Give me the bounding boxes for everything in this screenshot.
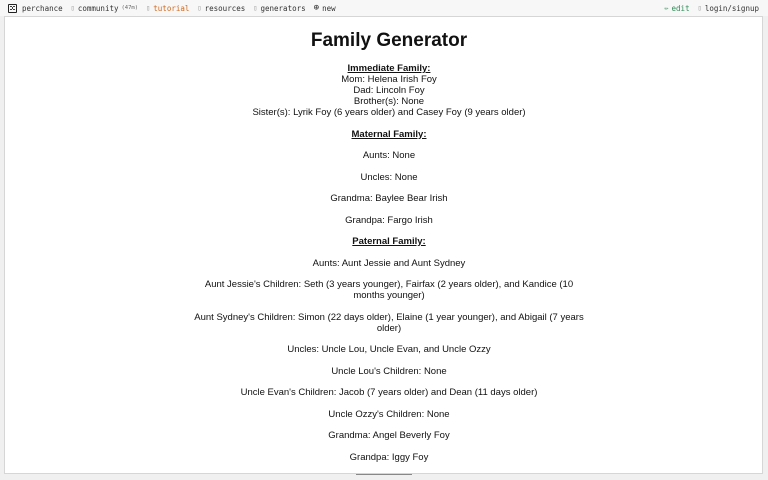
paternal-uncles-line: Uncles: Uncle Lou, Uncle Evan, and Uncle Ozzy	[287, 344, 491, 355]
separator-icon: ▯	[146, 4, 151, 12]
brothers-line: Brother(s): None	[353, 96, 425, 107]
nav-tutorial-label: tutorial	[153, 3, 190, 13]
edit-link[interactable]	[664, 4, 689, 13]
edit-label: edit	[671, 3, 690, 13]
divider	[356, 474, 412, 475]
community-count-badge: (47m)	[121, 5, 139, 11]
sisters-line: Sister(s): Lyrik Foy (6 years older) and Casey Foy (9 years older)	[252, 107, 526, 118]
dad-line: Dad: Lincoln Foy	[353, 85, 425, 96]
ozzy-children-line: Uncle Ozzy's Children: None	[328, 408, 450, 420]
pencil-icon: ✏	[664, 4, 669, 12]
evan-children-line: Uncle Evan's Children: Jacob (7 years older) and Dean (11 days older)	[240, 387, 538, 398]
plus-circle-icon: ⊕	[313, 3, 320, 13]
login-label: login/signup	[704, 3, 759, 13]
separator-icon: ▯	[253, 4, 258, 12]
nav-generators-label: generators	[260, 3, 306, 13]
nav-community-link[interactable]	[71, 4, 138, 13]
nav-new-label: new	[322, 3, 336, 13]
sydney-children-line: Aunt Sydney's Children: Simon (22 days older), Elaine (1 year younger), and Abigail (7 years older)	[194, 311, 584, 334]
separator-icon: ▯	[197, 4, 202, 12]
lou-children-line: Uncle Lou's Children: None	[331, 365, 447, 377]
paternal-aunts-line: Aunts: Aunt Jessie and Aunt Sydney	[312, 257, 466, 269]
page-title: Family Generator	[310, 30, 468, 51]
maternal-aunts-line: Aunts: None	[362, 150, 416, 161]
nav-resources-link[interactable]	[197, 4, 245, 13]
top-nav-bar	[0, 0, 768, 16]
login-signup-link[interactable]	[698, 4, 759, 13]
immediate-family-heading: Immediate Family:	[347, 63, 431, 74]
mom-line: Mom: Helena Irish Foy	[341, 74, 437, 85]
paternal-family-heading: Paternal Family:	[352, 236, 426, 247]
jessie-children-line: Aunt Jessie's Children: Seth (3 years younger), Fairfax (2 years older), and Kandice (10 months younger)	[204, 279, 574, 301]
maternal-family-heading: Maternal Family:	[351, 128, 427, 140]
nav-brand-label: perchance	[22, 3, 63, 13]
dice-icon	[8, 4, 17, 13]
output-panel	[4, 16, 763, 474]
separator-icon: ▯	[697, 4, 702, 12]
nav-brand-link[interactable]	[8, 4, 63, 13]
nav-right-group	[664, 4, 768, 13]
paternal-grandpa-line: Grandpa: Iggy Foy	[349, 451, 429, 463]
maternal-uncles-line: Uncles: None	[360, 171, 418, 183]
nav-generators-link[interactable]	[253, 4, 305, 13]
nav-community-label: community	[77, 3, 119, 13]
nav-resources-label: resources	[204, 3, 246, 13]
chat-icon: ▯	[70, 4, 75, 12]
nav-left-group	[0, 3, 344, 13]
maternal-grandma-line: Grandma: Baylee Bear Irish	[330, 193, 448, 204]
maternal-grandpa-line: Grandpa: Fargo Irish	[345, 214, 433, 226]
generator-output	[188, 17, 590, 463]
nav-new-link[interactable]	[314, 3, 336, 13]
paternal-grandma-line: Grandma: Angel Beverly Foy	[328, 430, 450, 441]
nav-tutorial-link[interactable]	[146, 4, 189, 13]
